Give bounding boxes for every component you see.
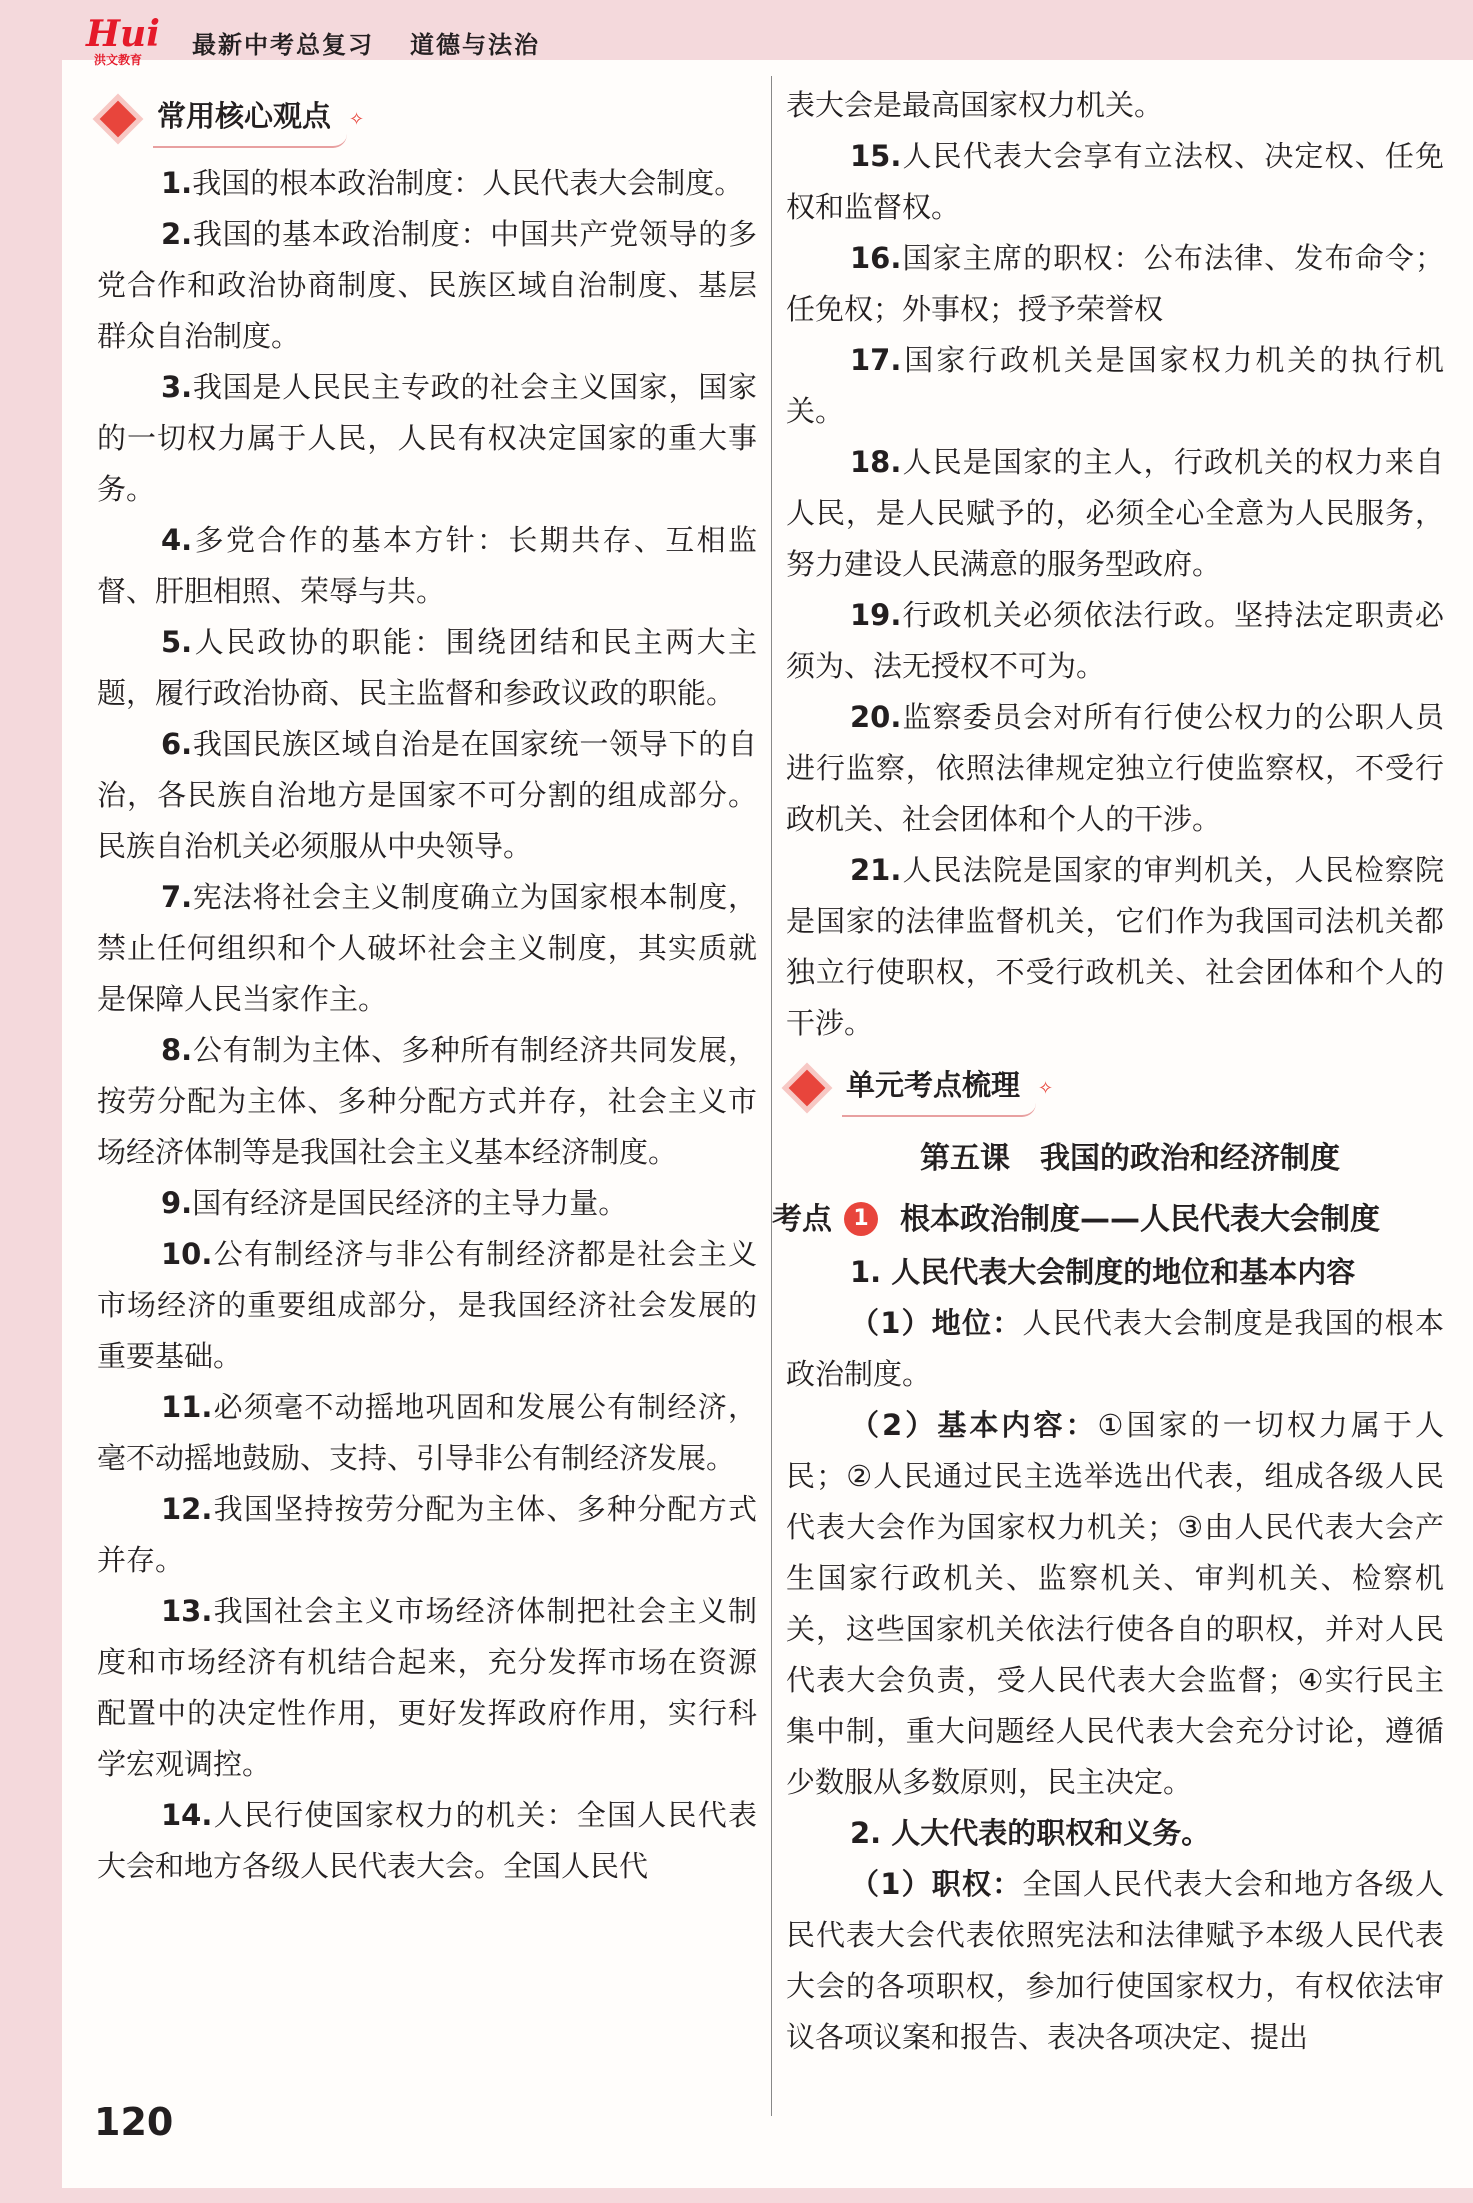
core-view-item xyxy=(97,719,757,872)
item-number: 17. xyxy=(850,343,902,377)
paragraph-label: （2）基本内容： xyxy=(850,1408,1098,1442)
item-text: 我国的根本政治制度：人民代表大会制度。 xyxy=(192,166,744,200)
subheading-status-content: 1. 人民代表大会制度的地位和基本内容 xyxy=(850,1255,1356,1289)
item-number: 2. xyxy=(161,217,193,251)
core-view-item xyxy=(97,1229,757,1382)
kaodian-label: 考点 xyxy=(772,1201,832,1237)
right-column xyxy=(772,80,1444,2063)
item-text: 必须毫不动摇地巩固和发展公有制经济，毫不动摇地鼓励、支持、引导非公有制经济发展。 xyxy=(97,1390,757,1475)
kaodian-heading xyxy=(772,1191,1444,1247)
item-number: 10. xyxy=(161,1237,213,1271)
item-text: 我国社会主义市场经济体制把社会主义制度和市场经济有机结合起来，充分发挥市场在资源配置中的决定性作用，更好发挥政府作用，实行科学宏观调控。 xyxy=(97,1594,757,1781)
core-view-item xyxy=(97,515,757,617)
core-view-item xyxy=(97,1025,757,1178)
logo-text: 洪文教育 xyxy=(94,53,143,67)
item-text: 宪法将社会主义制度确立为国家根本制度，禁止任何组织和个人破坏社会主义制度，其实质就是保障人民当家作主。 xyxy=(97,880,757,1016)
item-text: 行政机关必须依法行政。坚持法定职责必须为、法无授权不可为。 xyxy=(786,598,1444,683)
item-text: 国家行政机关是国家权力机关的执行机关。 xyxy=(786,343,1444,428)
item-text: 人民政协的职能：围绕团结和民主两大主题，履行政治协商、民主监督和参政议政的职能。 xyxy=(97,625,757,710)
lesson-title: 第五课 我国的政治和经济制度 xyxy=(920,1141,1340,1176)
item-text: 我国是人民民主专政的社会主义国家，国家的一切权力属于人民，人民有权决定国家的重大事务。 xyxy=(97,370,757,506)
diamond-icon xyxy=(789,1070,826,1107)
paragraph-basic-content xyxy=(786,1400,1444,1808)
item-text: 国家主席的职权：公布法律、发布命令；任免权；外事权；授予荣誉权 xyxy=(786,241,1444,326)
paragraph-label: （1）职权： xyxy=(850,1867,1023,1901)
column-divider xyxy=(771,76,772,2116)
item-text: 多党合作的基本方针：长期共存、互相监督、肝胆相照、荣辱与共。 xyxy=(97,523,757,608)
page-number: 120 xyxy=(94,2100,174,2144)
item-text: 国有经济是国民经济的主导力量。 xyxy=(192,1186,628,1220)
core-views-list-continued xyxy=(786,131,1444,1049)
item-number: 20. xyxy=(850,700,902,734)
core-view-item xyxy=(786,437,1444,590)
item-number: 21. xyxy=(850,853,902,887)
curl-icon: ✧ xyxy=(349,108,365,130)
page-header xyxy=(86,13,540,67)
continued-text: 表大会是最高国家权力机关。 xyxy=(786,88,1164,122)
subject-title: 道德与法治 xyxy=(410,30,540,59)
item-text: 人民是国家的主人，行政机关的权力来自人民，是人民赋予的，必须全心全意为人民服务，努力建设人民满意的服务型政府。 xyxy=(786,445,1444,581)
core-view-item xyxy=(97,617,757,719)
section-title: 单元考点梳理 xyxy=(842,1060,1036,1117)
section-heading-core-views xyxy=(95,80,757,158)
item-number: 15. xyxy=(850,139,902,173)
core-view-item xyxy=(786,335,1444,437)
item-text: 公有制为主体、多种所有制经济共同发展，按劳分配为主体、多种分配方式并存，社会主义市场经济体制等是我国社会主义基本经济制度。 xyxy=(97,1033,757,1169)
paragraph-label: （1）地位： xyxy=(850,1306,1023,1340)
paragraph-text: ①国家的一切权力属于人民；②人民通过民主选举选出代表，组成各级人民代表大会作为国家权力机关；③由人民代表大会产生国家行政机关、监察机关、审判机关、检察机关，这些国家机关依法行使各自的职权，并对人民代表大会负责，受人民代表大会监督；④实行民主集中制，重大问题经人民代表大会充分讨论，遵循少数服从多数原则，民主决定。 xyxy=(786,1408,1444,1799)
item-number: 14. xyxy=(161,1798,213,1832)
item-number: 7. xyxy=(161,880,193,914)
diamond-icon xyxy=(100,101,137,138)
left-column xyxy=(97,80,757,1892)
core-view-item xyxy=(97,1484,757,1586)
core-view-item xyxy=(97,872,757,1025)
section-title: 常用核心观点 xyxy=(153,91,347,148)
kaodian-title: 根本政治制度——人民代表大会制度 xyxy=(900,1201,1380,1237)
publisher-logo xyxy=(86,13,172,67)
item-number: 4. xyxy=(161,523,193,557)
logo-mark: Hui xyxy=(86,13,160,55)
item-number: 1. xyxy=(161,166,193,200)
subheading-deputy-duties: 2. 人大代表的职权和义务。 xyxy=(850,1816,1211,1850)
paragraph-text: 人民代表大会制度是我国的根本政治制度。 xyxy=(786,1306,1444,1391)
item-number: 5. xyxy=(161,625,193,659)
section-heading-unit-review xyxy=(784,1049,1444,1127)
paragraph-powers xyxy=(786,1859,1444,2063)
core-views-list xyxy=(97,158,757,1892)
item-text: 我国的基本政治制度：中国共产党领导的多党合作和政治协商制度、民族区域自治制度、基层群众自治制度。 xyxy=(97,217,757,353)
core-view-item xyxy=(786,590,1444,692)
item-number: 19. xyxy=(850,598,902,632)
core-view-item xyxy=(786,845,1444,1049)
item-text: 人民法院是国家的审判机关，人民检察院是国家的法律监督机关，它们作为我国司法机关都独立行使职权，不受行政机关、社会团体和个人的干涉。 xyxy=(786,853,1444,1040)
core-view-item xyxy=(97,209,757,362)
item-text: 人民行使国家权力的机关：全国人民代表大会和地方各级人民代表大会。全国人民代 xyxy=(97,1798,757,1883)
item-number: 18. xyxy=(850,445,902,479)
paragraph-text: 全国人民代表大会和地方各级人民代表大会代表依照宪法和法律赋予本级人民代表大会的各项职权，参加行使国家权力，有权依法审议各项议案和报告、表决各项决定、提出 xyxy=(786,1867,1444,2054)
item-number: 6. xyxy=(161,727,193,761)
core-view-item xyxy=(786,233,1444,335)
curl-icon: ✧ xyxy=(1038,1077,1054,1099)
item-text: 监察委员会对所有行使公权力的公职人员进行监察，依照法律规定独立行使监察权，不受行政机关、社会团体和个人的干涉。 xyxy=(786,700,1444,836)
item-number: 11. xyxy=(161,1390,213,1424)
item-text: 公有制经济与非公有制经济都是社会主义市场经济的重要组成部分，是我国经济社会发展的重要基础。 xyxy=(97,1237,757,1373)
core-view-item xyxy=(97,158,757,209)
book-title: 最新中考总复习 xyxy=(192,30,374,59)
item-number: 3. xyxy=(161,370,193,404)
core-view-item xyxy=(786,692,1444,845)
core-view-item xyxy=(786,131,1444,233)
item-text: 我国坚持按劳分配为主体、多种分配方式并存。 xyxy=(97,1492,757,1577)
core-view-item xyxy=(97,1382,757,1484)
item-text: 人民代表大会享有立法权、决定权、任免权和监督权。 xyxy=(786,139,1444,224)
item-number: 16. xyxy=(850,241,902,275)
core-view-item xyxy=(97,1178,757,1229)
core-view-item xyxy=(97,1790,757,1892)
core-view-item xyxy=(97,1586,757,1790)
paragraph-status xyxy=(786,1298,1444,1400)
item-number: 13. xyxy=(161,1594,213,1628)
item-number: 9. xyxy=(161,1186,193,1220)
item-number: 12. xyxy=(161,1492,213,1526)
core-view-item xyxy=(97,362,757,515)
kaodian-number-badge: 1 xyxy=(844,1202,878,1236)
item-text: 我国民族区域自治是在国家统一领导下的自治，各民族自治地方是国家不可分割的组成部分。民族自治机关必须服从中央领导。 xyxy=(97,727,757,863)
item-number: 8. xyxy=(161,1033,193,1067)
